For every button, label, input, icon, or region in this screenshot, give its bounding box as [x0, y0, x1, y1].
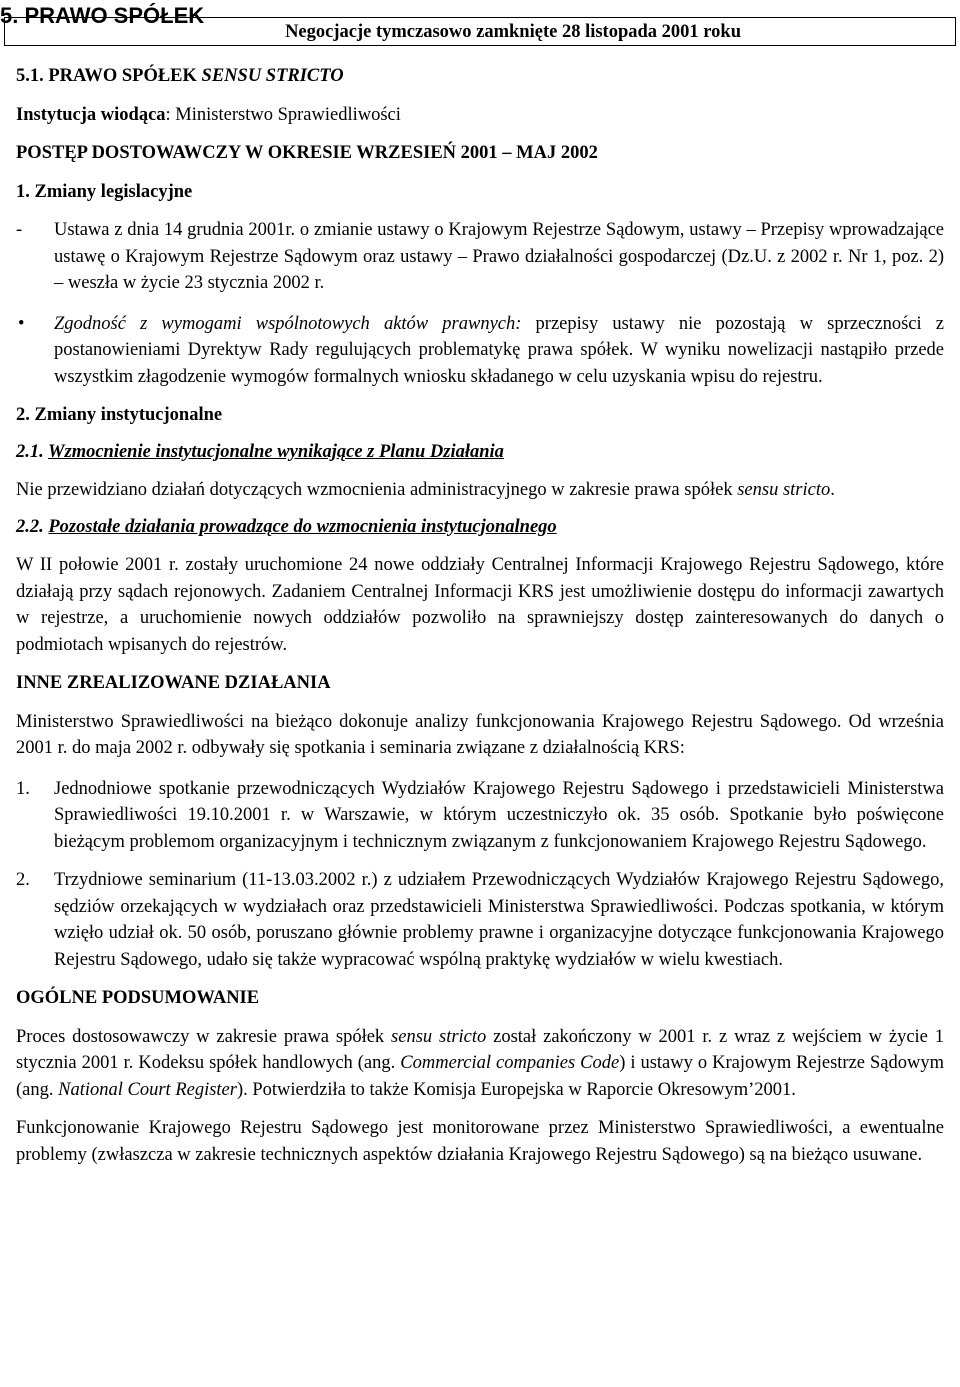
other-actions-heading: INNE ZREALIZOWANE DZIAŁANIA — [16, 673, 331, 693]
bullet-item-rest: przepisy ustawy nie pozostają w sprzeczności z postanowieniami Dyrektyw Rady regulujących problematykę prawa spółek. W wyniku nowelizacji nastąpiło przede wszystkim złagodzenie wymogów formalnych wniosku składanego w celu uzyskania wpisu do rejestru. — [54, 313, 945, 387]
subsection-2-1-number: 2.1. — [16, 441, 44, 462]
summary-text-1: Proces dostosowawczy w zakresie prawa spółek — [16, 1026, 392, 1047]
bullet-item-text — [54, 311, 944, 391]
page-title: 5. PRAWO SPÓŁEK — [0, 3, 205, 28]
bullet-marker: • — [18, 313, 25, 334]
lead-institution-value: : Ministerstwo Sprawiedliwości — [165, 104, 401, 125]
document-body — [16, 2, 944, 1168]
paragraph-2-1-tail: . — [830, 480, 835, 500]
summary-italic-3: National Court Register — [58, 1079, 237, 1100]
section-heading-italic: SENSU STRICTO — [201, 66, 344, 86]
list-item-text: Jednodniowe spotkanie przewodniczących Wydziałów Krajowego Rejestru Sądowego i przedstawicieli Ministerstwa Sprawiedliwości 19.10.2001 r. w Warszawie, w którym uczestniczyło ok. 35 osób. Spotkanie było poświęcone bieżącym problemom organizacyjnym i technicznym związanym z funkcjonowaniem Krajowego Rejestru Sądowego. — [54, 778, 944, 852]
subsection-2-2-title: Pozostałe działania prowadzące do wzmocnienia instytucjonalnego — [48, 516, 557, 537]
list-item-number: 2. — [16, 870, 30, 890]
summary-text-3: ) i ustawy o Krajowym Rejestrze Sądowym (ang. — [16, 1053, 944, 1100]
summary-italic-1: sensu stricto — [391, 1026, 487, 1047]
subsection-2-2-number: 2.2. — [16, 516, 44, 537]
list-item-text: Trzydniowe seminarium (11-13.03.2002 r.) z udziałem Przewodniczących Wydziałów Krajowego Rejestru Sądowego, sędziów orzekających w wydziałach oraz przedstawicieli Ministerstwa Sprawiedliwości. Podczas spotkania, w którym wzięło udział ok. 50 osób, poruszano głównie problemy prawne i organizacyjne dotyczące funkcjonowania Krajowego Rejestru Sądowego, udało się także wypracować wspólną praktykę wydziałów w wielu kwestiach. — [54, 870, 944, 970]
lead-institution — [16, 102, 944, 129]
paragraph-2-1-italic: sensu stricto — [737, 480, 831, 500]
paragraph-2-2: W II połowie 2001 r. zostały uruchomione 24 nowe oddziały Centralnej Informacji Krajowego Rejestru Sądowego, które działają przy sądach rejonowych. Zadaniem Centralnej Informacji KRS jest umożliwienie dostępu do informacji zawartych w rejestrze, a uruchomienie nowych oddziałów pozwoliło na sprawniejszy dostęp zainteresowanych do danych o podmiotach wpisanych do rejestrów. — [16, 555, 944, 655]
summary-heading: OGÓLNE PODSUMOWANIE — [16, 988, 260, 1008]
list-item-1 — [16, 776, 944, 856]
subsection-2-1-title: Wzmocnienie instytucjonalne wynikające z Planu Działania — [48, 441, 504, 462]
dash-item-text: Ustawa z dnia 14 grudnia 2001r. o zmianie ustawy o Krajowym Rejestrze Sądowym, ustawy – Przepisy wprowadzające ustawę o Krajowym Rejestrze Sądowym oraz ustawy – Prawo działalności gospodarczej (Dz.U. z 2002 r. Nr 1, poz. 2) – weszła w życie 23 stycznia 2002 r. — [54, 220, 944, 293]
institutional-changes-heading: 2. Zmiany instytucjonalne — [16, 405, 223, 425]
bullet-list-item — [16, 311, 944, 391]
section-heading-prefix: 5.1. PRAWO SPÓŁEK — [16, 66, 202, 86]
lead-institution-label: Instytucja wiodąca — [16, 104, 166, 125]
subsection-2-2-heading — [16, 514, 944, 541]
bullet-item-italic: Zgodność z wymogami wspólnotowych aktów prawnych: — [54, 313, 522, 334]
legislative-changes-heading: 1. Zmiany legislacyjne — [16, 181, 193, 202]
list-item-2 — [16, 867, 944, 973]
other-actions-paragraph: Ministerstwo Sprawiedliwości na bieżąco dokonuje analizy funkcjonowania Krajowego Rejestru Sądowego. Od września 2001 r. do maja 2002 r. odbywały się spotkania i seminaria związane z działalnością KRS: — [16, 711, 944, 758]
final-paragraph: Funkcjonowanie Krajowego Rejestru Sądowego jest monitorowane przez Ministerstwo Sprawiedliwości, a ewentualne problemy (zwłaszcza w zakresie technicznych aspektów działania Krajowego Rejestru Sądowego) są na bieżąco usuwane. — [16, 1118, 944, 1165]
dash-list-item — [16, 217, 944, 297]
list-item-number: 1. — [16, 778, 30, 799]
paragraph-2-1 — [16, 477, 944, 504]
dash-marker: - — [16, 220, 23, 240]
summary-paragraph — [16, 1024, 944, 1104]
progress-heading: POSTĘP DOSTOWAWCZY W OKRESIE WRZESIEŃ 2001 – MAJ 2002 — [16, 143, 598, 163]
section-heading-5-1 — [16, 63, 944, 90]
subsection-2-1-heading — [16, 439, 944, 466]
summary-text-4: ). Potwierdziła to także Komisja Europejska w Raporcie Okresowym’2001. — [236, 1079, 796, 1100]
negotiation-status-box: Negocjacje tymczasowo zamknięte 28 listopada 2001 roku — [4, 17, 956, 46]
summary-text-2: został zakończony w 2001 r. z wraz z wejściem w życie 1 stycznia 2001 r. Kodeksu spółek handlowych (ang. — [16, 1026, 944, 1073]
summary-italic-2: Commercial companies Code — [400, 1053, 620, 1073]
paragraph-2-1-text: Nie przewidziano działań dotyczących wzmocnienia administracyjnego w zakresie prawa spółek — [16, 480, 738, 500]
